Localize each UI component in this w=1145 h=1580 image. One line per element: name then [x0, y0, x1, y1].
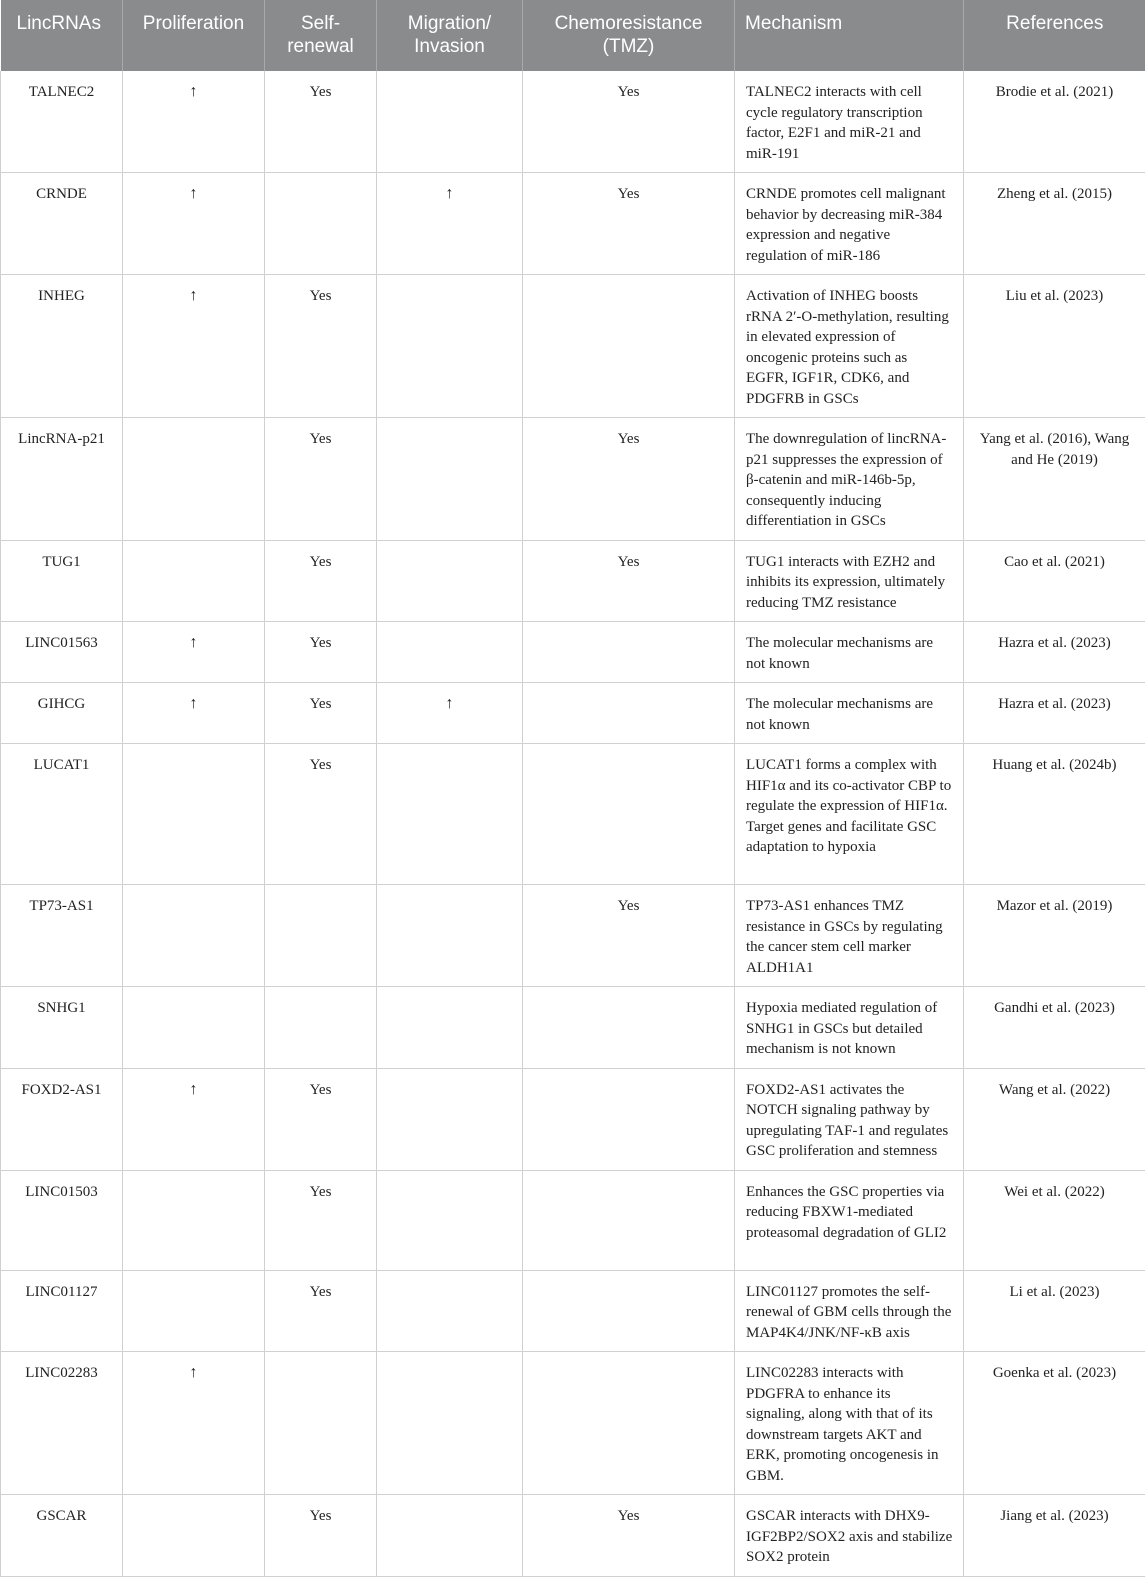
cell-proliferation [123, 1170, 265, 1270]
cell-lincrna: SNHG1 [1, 987, 123, 1069]
cell-chemoresistance [523, 987, 735, 1069]
table-row [1, 683, 1145, 744]
table-header [1, 0, 1145, 71]
table-row [1, 885, 1145, 987]
table-row [1, 1495, 1145, 1577]
cell-self-renewal [265, 885, 377, 987]
cell-references: Cao et al. (2021) [964, 540, 1145, 622]
cell-lincrna: CRNDE [1, 173, 123, 275]
cell-chemoresistance: Yes [523, 540, 735, 622]
cell-references: Yang et al. (2016), Wang and He (2019) [964, 418, 1145, 541]
header-mechanism [735, 0, 964, 71]
table-body [1, 71, 1145, 1576]
cell-chemoresistance [523, 683, 735, 744]
cell-references: Brodie et al. (2021) [964, 71, 1145, 173]
header-label: Proliferation [142, 13, 245, 34]
cell-self-renewal: Yes [265, 418, 377, 541]
table-row [1, 622, 1145, 683]
cell-chemoresistance [523, 1352, 735, 1495]
table-row [1, 540, 1145, 622]
cell-migration-invasion: ↑ [377, 173, 523, 275]
header-label: LincRNAs [16, 13, 101, 34]
cell-mechanism: The molecular mechanisms are not known [735, 622, 964, 683]
cell-self-renewal [265, 173, 377, 275]
cell-mechanism: LINC02283 interacts with PDGFRA to enhance its signaling, along with that of its downstream targets AKT and ERK, promoting oncogenesis in GBM. [735, 1352, 964, 1495]
cell-mechanism: CRNDE promotes cell malignant behavior by decreasing miR-384 expression and negative regulation of miR-186 [735, 173, 964, 275]
cell-lincrna: LincRNA-p21 [1, 418, 123, 541]
cell-migration-invasion [377, 1495, 523, 1577]
cell-self-renewal [265, 987, 377, 1069]
cell-references: Liu et al. (2023) [964, 275, 1145, 418]
header-label: Self- renewal [287, 13, 354, 57]
cell-self-renewal: Yes [265, 275, 377, 418]
cell-references: Wang et al. (2022) [964, 1068, 1145, 1170]
cell-lincrna: GSCAR [1, 1495, 123, 1577]
cell-lincrna: LINC01503 [1, 1170, 123, 1270]
cell-references: Hazra et al. (2023) [964, 622, 1145, 683]
cell-mechanism: TUG1 interacts with EZH2 and inhibits its expression, ultimately reducing TMZ resistance [735, 540, 964, 622]
cell-proliferation [123, 987, 265, 1069]
cell-migration-invasion [377, 1068, 523, 1170]
header-proliferation [123, 0, 265, 71]
cell-chemoresistance: Yes [523, 173, 735, 275]
table-row [1, 275, 1145, 418]
cell-proliferation: ↑ [123, 173, 265, 275]
cell-migration-invasion [377, 622, 523, 683]
cell-mechanism: Activation of INHEG boosts rRNA 2′-O-methylation, resulting in elevated expression of oncogenic proteins such as EGFR, IGF1R, CDK6, and PDGFRB in GSCs [735, 275, 964, 418]
cell-mechanism: The downregulation of lincRNA-p21 suppresses the expression of β-catenin and miR-146b-5p, consequently inducing differentiation in GSCs [735, 418, 964, 541]
cell-chemoresistance: Yes [523, 418, 735, 541]
cell-migration-invasion [377, 1270, 523, 1352]
cell-lincrna: LINC01127 [1, 1270, 123, 1352]
table-row [1, 1352, 1145, 1495]
cell-chemoresistance: Yes [523, 885, 735, 987]
cell-references: Wei et al. (2022) [964, 1170, 1145, 1270]
cell-migration-invasion [377, 71, 523, 173]
cell-proliferation: ↑ [123, 1068, 265, 1170]
cell-migration-invasion [377, 885, 523, 987]
cell-migration-invasion [377, 1170, 523, 1270]
cell-migration-invasion [377, 418, 523, 541]
table-row [1, 173, 1145, 275]
cell-lincrna: TUG1 [1, 540, 123, 622]
cell-chemoresistance [523, 744, 735, 885]
table-row [1, 1270, 1145, 1352]
cell-chemoresistance [523, 1170, 735, 1270]
cell-mechanism: The molecular mechanisms are not known [735, 683, 964, 744]
cell-mechanism: TALNEC2 interacts with cell cycle regulatory transcription factor, E2F1 and miR-21 and miR-191 [735, 71, 964, 173]
cell-mechanism: Enhances the GSC properties via reducing FBXW1-mediated proteasomal degradation of GLI2 [735, 1170, 964, 1270]
cell-lincrna: LINC02283 [1, 1352, 123, 1495]
cell-references: Li et al. (2023) [964, 1270, 1145, 1352]
header-label: References [1006, 13, 1104, 34]
cell-mechanism: GSCAR interacts with DHX9-IGF2BP2/SOX2 axis and stabilize SOX2 protein [735, 1495, 964, 1577]
cell-proliferation [123, 885, 265, 987]
cell-chemoresistance: Yes [523, 71, 735, 173]
cell-proliferation: ↑ [123, 275, 265, 418]
table-row [1, 1170, 1145, 1270]
cell-self-renewal: Yes [265, 1170, 377, 1270]
cell-proliferation: ↑ [123, 683, 265, 744]
cell-chemoresistance: Yes [523, 1495, 735, 1577]
cell-migration-invasion [377, 275, 523, 418]
header-chemoresistance [523, 0, 735, 71]
cell-references: Goenka et al. (2023) [964, 1352, 1145, 1495]
cell-proliferation [123, 418, 265, 541]
cell-lincrna: LUCAT1 [1, 744, 123, 885]
cell-mechanism: LUCAT1 forms a complex with HIF1α and its co-activator CBP to regulate the expression of HIF1α. Target genes and facilitate GSC adaptation to hypoxia [735, 744, 964, 885]
cell-lincrna: INHEG [1, 275, 123, 418]
cell-lincrna: TP73-AS1 [1, 885, 123, 987]
cell-self-renewal: Yes [265, 1495, 377, 1577]
cell-proliferation: ↑ [123, 71, 265, 173]
cell-self-renewal: Yes [265, 1270, 377, 1352]
header-lincrnas [1, 0, 123, 71]
cell-chemoresistance [523, 1270, 735, 1352]
cell-chemoresistance [523, 622, 735, 683]
cell-mechanism: LINC01127 promotes the self-renewal of GBM cells through the MAP4K4/JNK/NF-κB axis [735, 1270, 964, 1352]
cell-mechanism: TP73-AS1 enhances TMZ resistance in GSCs by regulating the cancer stem cell marker ALDH1A1 [735, 885, 964, 987]
header-label: Migration/ Invasion [407, 13, 492, 57]
cell-self-renewal [265, 1352, 377, 1495]
cell-proliferation [123, 1270, 265, 1352]
cell-migration-invasion [377, 540, 523, 622]
cell-proliferation [123, 540, 265, 622]
cell-chemoresistance [523, 275, 735, 418]
cell-proliferation [123, 744, 265, 885]
cell-proliferation: ↑ [123, 622, 265, 683]
cell-lincrna: TALNEC2 [1, 71, 123, 173]
cell-chemoresistance [523, 1068, 735, 1170]
table-row [1, 71, 1145, 173]
cell-lincrna: LINC01563 [1, 622, 123, 683]
cell-references: Zheng et al. (2015) [964, 173, 1145, 275]
cell-self-renewal: Yes [265, 540, 377, 622]
table-row [1, 418, 1145, 541]
cell-migration-invasion [377, 987, 523, 1069]
cell-lincrna: GIHCG [1, 683, 123, 744]
cell-migration-invasion [377, 1352, 523, 1495]
cell-references: Jiang et al. (2023) [964, 1495, 1145, 1577]
cell-references: Huang et al. (2024b) [964, 744, 1145, 885]
cell-self-renewal: Yes [265, 622, 377, 683]
table-row [1, 744, 1145, 885]
header-self-renewal [265, 0, 377, 71]
table-row [1, 987, 1145, 1069]
cell-references: Mazor et al. (2019) [964, 885, 1145, 987]
cell-references: Hazra et al. (2023) [964, 683, 1145, 744]
cell-mechanism: FOXD2-AS1 activates the NOTCH signaling pathway by upregulating TAF-1 and regulates GSC proliferation and stemness [735, 1068, 964, 1170]
cell-migration-invasion: ↑ [377, 683, 523, 744]
header-label: Mechanism [745, 13, 843, 34]
cell-lincrna: FOXD2-AS1 [1, 1068, 123, 1170]
cell-self-renewal: Yes [265, 744, 377, 885]
cell-mechanism: Hypoxia mediated regulation of SNHG1 in GSCs but detailed mechanism is not known [735, 987, 964, 1069]
cell-proliferation [123, 1495, 265, 1577]
cell-migration-invasion [377, 744, 523, 885]
cell-references: Gandhi et al. (2023) [964, 987, 1145, 1069]
header-migration-invasion [377, 0, 523, 71]
cell-self-renewal: Yes [265, 683, 377, 744]
header-references [964, 0, 1145, 71]
cell-proliferation: ↑ [123, 1352, 265, 1495]
cell-self-renewal: Yes [265, 1068, 377, 1170]
table-row [1, 1068, 1145, 1170]
header-label: Chemoresistance (TMZ) [554, 13, 703, 57]
cell-self-renewal: Yes [265, 71, 377, 173]
